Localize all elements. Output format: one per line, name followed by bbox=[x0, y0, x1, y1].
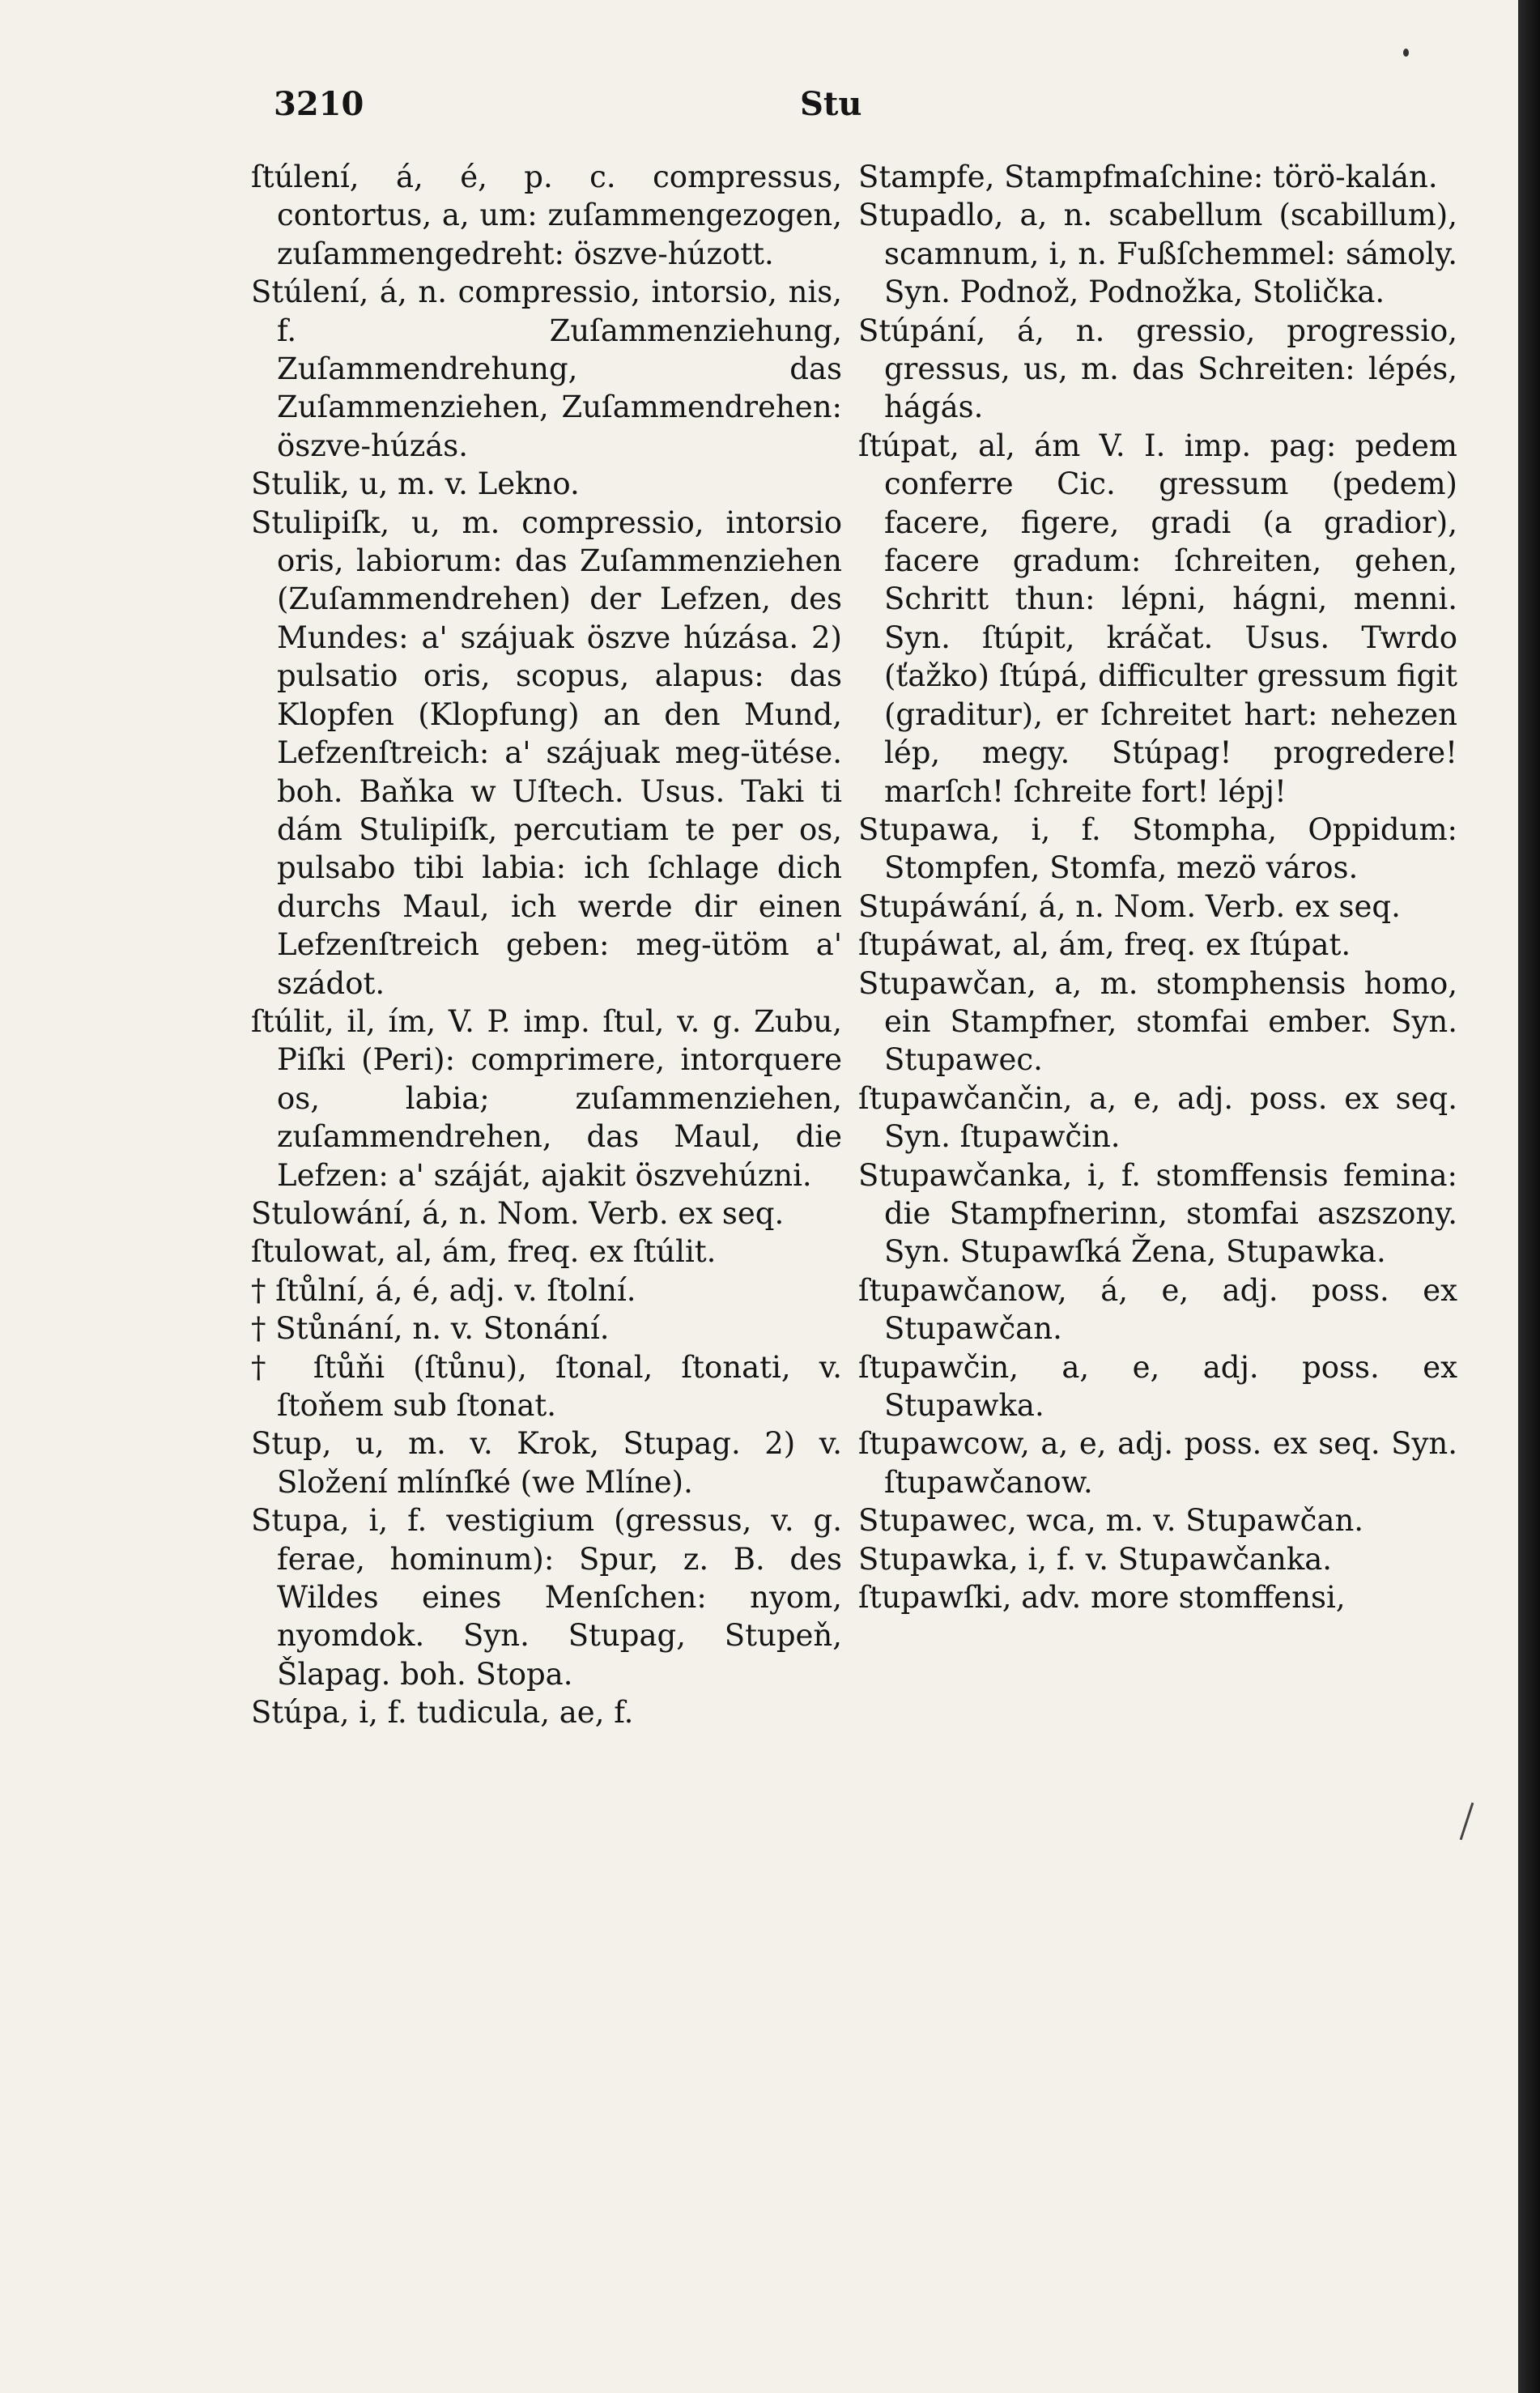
dictionary-entry: ſtupawčančin, a, e, adj. poss. ex seq. Syn. ſtupawčin. bbox=[858, 1080, 1457, 1155]
dictionary-entry: Stúpa, i, f. tudicula, ae, f. bbox=[251, 1695, 634, 1731]
dictionary-entry: Stupawka, i, f. v. Stupawčanka. bbox=[858, 1541, 1333, 1577]
dictionary-entry: ſtupawſki, adv. more stomffensi, bbox=[858, 1580, 1346, 1616]
dictionary-entry: Stulowání, á, n. Nom. Verb. ex seq. bbox=[251, 1195, 785, 1231]
left-column bbox=[239, 158, 842, 1732]
dictionary-entry: † Stůnání, n. v. Stonání. bbox=[251, 1311, 610, 1347]
right-column bbox=[854, 158, 1457, 1616]
dictionary-entry: ſtupáwat, al, ám, freq. ex ſtúpat. bbox=[858, 927, 1351, 963]
page-number: 3210 bbox=[274, 85, 364, 123]
dictionary-entry: † ſtůlní, á, é, adj. v. ſtolní. bbox=[251, 1272, 636, 1308]
dictionary-entry: ſtúpat, al, ám V. I. imp. pag: pedem conferre Cic. gressum (pedem) facere, figere, gradi (a gradior), facere gradum: ſchreiten, gehen, Schritt thun: lépni, hágni, menni. Syn. ſtúpit, kráčat. Usus. Twrdo (ťažko) ſtúpá, difficulter gressum figit (graditur), er ſchreitet hart: nehezen lép, megy. Stúpag! progredere! marſch! ſchreite fort! lépj! bbox=[858, 428, 1457, 809]
dictionary-entry: Stupáwání, á, n. Nom. Verb. ex seq. bbox=[858, 888, 1401, 924]
dictionary-entry: † ſtůňi (ſtůnu), ſtonal, ſtonati, v. ſtoňem sub ſtonat. bbox=[251, 1349, 842, 1423]
dictionary-entry: Stupa, i, f. vestigium (gressus, v. g. ferae, hominum): Spur, z. B. des Wildes eines Menſchen: nyom, nyomdok. Syn. Stupag, Stupeň, Šlapag. boh. Stopa. bbox=[251, 1503, 842, 1692]
ink-speck bbox=[1403, 49, 1409, 57]
dictionary-entry: ſtupawcow, a, e, adj. poss. ex seq. Syn. ſtupawčanow. bbox=[858, 1426, 1457, 1500]
dictionary-entry: Stulik, u, m. v. Lekno. bbox=[251, 466, 580, 502]
dictionary-entry: Stupawec, wca, m. v. Stupawčan. bbox=[858, 1503, 1364, 1539]
dictionary-entry: Stupawčanka, i, f. stomffensis femina: die Stampfnerinn, stomfai aszszony. Syn. Stupawſká Žena, Stupawka. bbox=[858, 1157, 1457, 1270]
dictionary-entry: Stúpání, á, n. gressio, progressio, gressus, us, m. das Schreiten: lépés, hágás. bbox=[858, 313, 1457, 425]
scan-edge bbox=[1518, 0, 1540, 2393]
dictionary-entry: Stampfe, Stampfmaſchine: törö-kalán. bbox=[858, 160, 1438, 194]
dictionary-entry: ſtúlit, il, ím, V. P. imp. ſtul, v. g. Zubu, Piſki (Peri): comprimere, intorquere os, labia; zuſammenziehen, zuſammendrehen, das Maul, die Lefzen: a' száját, ajakit öszvehúzni. bbox=[251, 1003, 842, 1193]
dictionary-entry: Stupawa, i, f. Stompha, Oppidum: Stompfen, Stomfa, mezö város. bbox=[858, 811, 1457, 886]
running-head: Stu bbox=[800, 85, 862, 123]
dictionary-entry: ſtulowat, al, ám, freq. ex ſtúlit. bbox=[251, 1234, 717, 1270]
dictionary-entry: ſtupawčanow, á, e, adj. poss. ex Stupawčan. bbox=[858, 1272, 1457, 1347]
margin-mark bbox=[1460, 1803, 1474, 1841]
dictionary-entry: Stúlení, á, n. compressio, intorsio, nis, f. Zuſammenziehung, Zuſammendrehung, das Zuſammenziehen, Zuſammendrehen: öszve-húzás. bbox=[251, 275, 842, 463]
dictionary-entry: Stulipiſk, u, m. compressio, intorsio oris, labiorum: das Zuſammenziehen (Zuſammendrehen) der Lefzen, des Mundes: a' szájuak öszve húzása. 2) pulsatio oris, scopus, alapus: das Klopfen (Klopfung) an den Mund, Lefzenſtreich: a' szájuak meg-ütése. boh. Baňka w Uſtech. Usus. Taki ti dám Stulipiſk, percutiam te per os, pulsabo tibi labia: ich ſchlage dich durchs Maul, ich werde dir einen Lefzenſtreich geben: meg-ütöm a' szádot. bbox=[251, 505, 842, 1001]
dictionary-entry: Stupawčan, a, m. stomphensis homo, ein Stampfner, stomfai ember. Syn. Stupawec. bbox=[858, 965, 1457, 1078]
dictionary-entry: Stupadlo, a, n. scabellum (scabillum), scamnum, i, n. Fußſchemmel: sámoly. Syn. Podnož, Podnožka, Stolička. bbox=[858, 198, 1457, 310]
dictionary-entry: ſtúlení, á, é, p. c. compressus, contortus, a, um: zuſammengezogen, zuſammengedreht: öszve-húzott. bbox=[251, 160, 842, 271]
dictionary-entry: Stup, u, m. v. Krok, Stupag. 2) v. Složení mlínſké (we Mlíne). bbox=[251, 1426, 842, 1500]
dictionary-entry: ſtupawčin, a, e, adj. poss. ex Stupawka. bbox=[858, 1349, 1457, 1423]
